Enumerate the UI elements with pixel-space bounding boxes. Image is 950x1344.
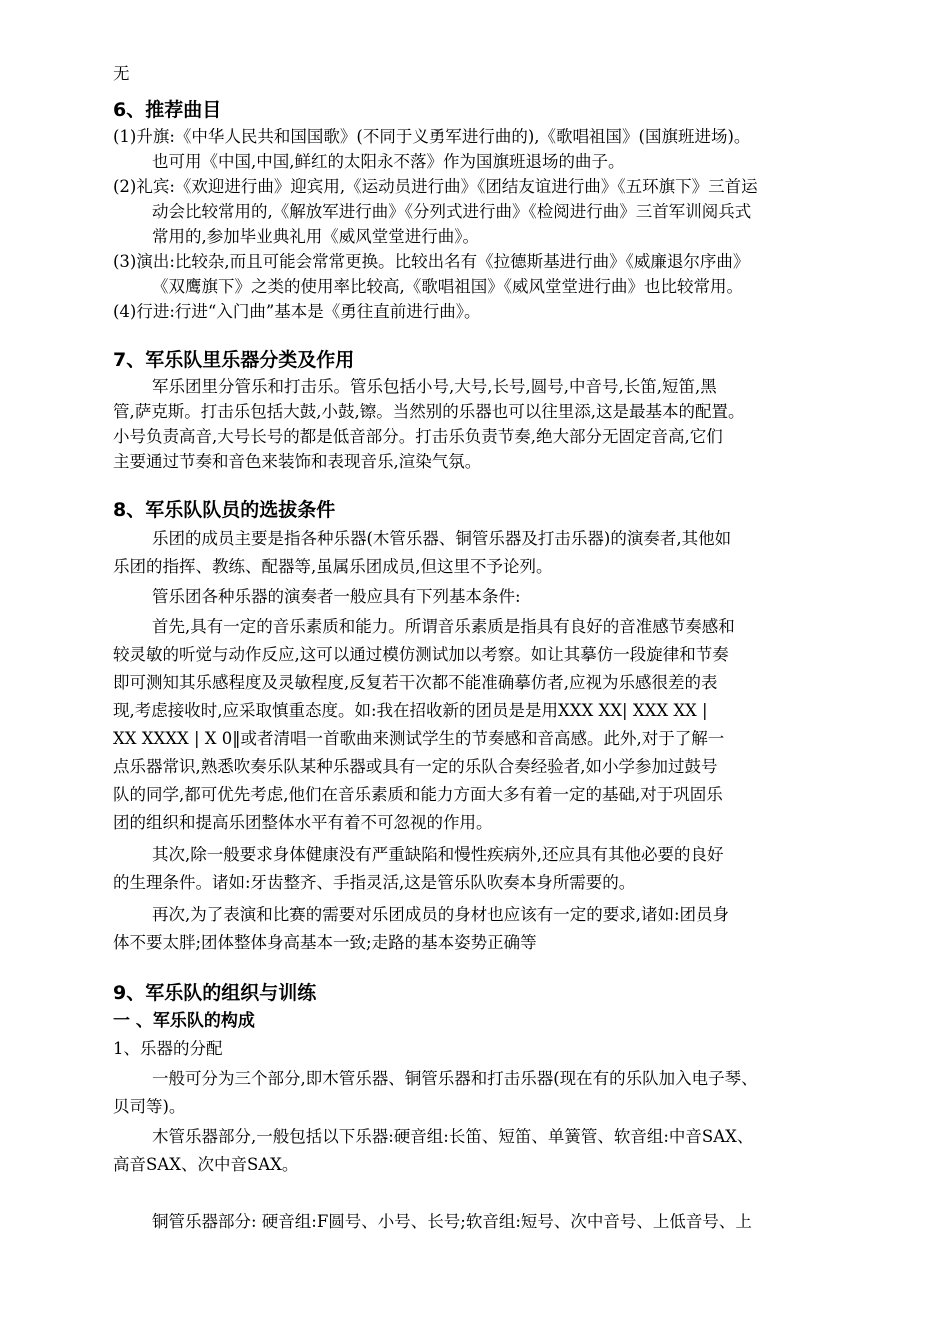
paragraph-line: 常用的,参加毕业典礼用《威风堂堂进行曲》。 xyxy=(152,227,479,246)
section-6-heading: 6、推荐曲目 xyxy=(113,99,222,121)
paragraph-line: 铜管乐器部分: 硬音组:F圆号、小号、长号;软音组:短号、次中音号、上低音号、上 xyxy=(152,1212,752,1231)
top-text: 无 xyxy=(113,64,130,83)
paragraph-line: XX XXXX | X 0‖或者清唱一首歌曲来测试学生的节奏感和音高感。此外,对于了解一 xyxy=(113,729,725,748)
section-9-heading: 9、军乐队的组织与训练 xyxy=(113,982,317,1004)
list-item-heading: 1、乐器的分配 xyxy=(113,1039,223,1058)
paragraph-line: 一般可分为三个部分,即木管乐器、铜管乐器和打击乐器(现在有的乐队加入电子琴、 xyxy=(152,1069,758,1088)
paragraph-line: 乐团的指挥、教练、配器等,虽属乐团成员,但这里不予论列。 xyxy=(113,557,553,576)
paragraph-line: 的生理条件。诸如:牙齿整齐、手指灵活,这是管乐队吹奏本身所需要的。 xyxy=(113,873,636,892)
paragraph-line: 高音SAX、次中音SAX。 xyxy=(113,1155,299,1174)
paragraph-line: 团的组织和提高乐团整体水平有着不可忽视的作用。 xyxy=(113,813,493,832)
paragraph-line: 较灵敏的听觉与动作反应,这可以通过模仿测试加以考察。如让其摹仿一段旋律和节奏 xyxy=(113,645,729,664)
paragraph-line: 也可用《中国,中国,鲜红的太阳永不落》作为国旗班退场的曲子。 xyxy=(152,152,625,171)
paragraph-line: (3)演出:比较杂,而且可能会常常更换。比较出名有《拉德斯基进行曲》《威廉退尔序曲》 xyxy=(113,252,750,271)
paragraph-line: 首先,具有一定的音乐素质和能力。所谓音乐素质是指具有良好的音准感节奏感和 xyxy=(152,617,735,636)
section-9-subheading: 一 、军乐队的构成 xyxy=(113,1011,255,1031)
paragraph-line: 即可测知其乐感程度及灵敏程度,反复若干次都不能准确摹仿者,应视为乐感很差的表 xyxy=(113,673,718,692)
paragraph-line: 其次,除一般要求身体健康没有严重缺陷和慢性疾病外,还应具有其他必要的良好 xyxy=(152,845,724,864)
paragraph-line: 动会比较常用的,《解放军进行曲》《分列式进行曲》《检阅进行曲》三首军训阅兵式 xyxy=(152,202,752,221)
paragraph-line: 木管乐器部分,一般包括以下乐器:硬音组:长笛、短笛、单簧管、软音组:中音SAX、 xyxy=(152,1127,754,1146)
paragraph-line: (1)升旗:《中华人民共和国国歌》(不同于义勇军进行曲的),《歌唱祖国》(国旗班进场)。 xyxy=(113,127,751,146)
paragraph-line: (2)礼宾:《欢迎进行曲》迎宾用,《运动员进行曲》《团结友谊进行曲》《五环旗下》三首运 xyxy=(113,177,758,196)
paragraph-line: 乐团的成员主要是指各种乐器(木管乐器、铜管乐器及打击乐器)的演奏者,其他如 xyxy=(152,529,732,548)
paragraph-line: (4)行进:行进“入门曲”基本是《勇往直前进行曲》。 xyxy=(113,302,481,321)
paragraph-line: 管乐团各种乐器的演奏者一般应具有下列基本条件: xyxy=(152,587,521,606)
section-7-heading: 7、军乐队里乐器分类及作用 xyxy=(113,349,355,371)
paragraph-line: 管,萨克斯。打击乐包括大鼓,小鼓,镲。当然别的乐器也可以往里添,这是最基本的配置。 xyxy=(113,402,745,421)
paragraph-line: 贝司等)。 xyxy=(113,1097,186,1116)
paragraph-line: 再次,为了表演和比赛的需要对乐团成员的身材也应该有一定的要求,诸如:团员身 xyxy=(152,905,730,924)
paragraph-line: 主要通过节奏和音色来装饰和表现音乐,渲染气氛。 xyxy=(113,452,482,471)
paragraph-line: 小号负责高音,大号长号的都是低音部分。打击乐负责节奏,绝大部分无固定音高,它们 xyxy=(113,427,723,446)
paragraph-line: 体不要太胖;团体整体身高基本一致;走路的基本姿势正确等 xyxy=(113,933,537,952)
section-8-heading: 8、军乐队队员的选拔条件 xyxy=(113,499,336,521)
paragraph-line: 《双鹰旗下》之类的使用率比较高,《歌唱祖国》《威风堂堂进行曲》也比较常用。 xyxy=(152,277,743,296)
paragraph-line: 点乐器常识,熟悉吹奏乐队某种乐器或具有一定的乐队合奏经验者,如小学参加过鼓号 xyxy=(113,757,718,776)
paragraph-line: 现,考虑接收时,应采取慎重态度。如:我在招收新的团员是是用XXX XX| XXX XX | xyxy=(113,701,708,720)
paragraph-line: 军乐团里分管乐和打击乐。管乐包括小号,大号,长号,圆号,中音号,长笛,短笛,黑 xyxy=(152,377,717,396)
paragraph-line: 队的同学,都可优先考虑,他们在音乐素质和能力方面大多有着一定的基础,对于巩固乐 xyxy=(113,785,723,804)
